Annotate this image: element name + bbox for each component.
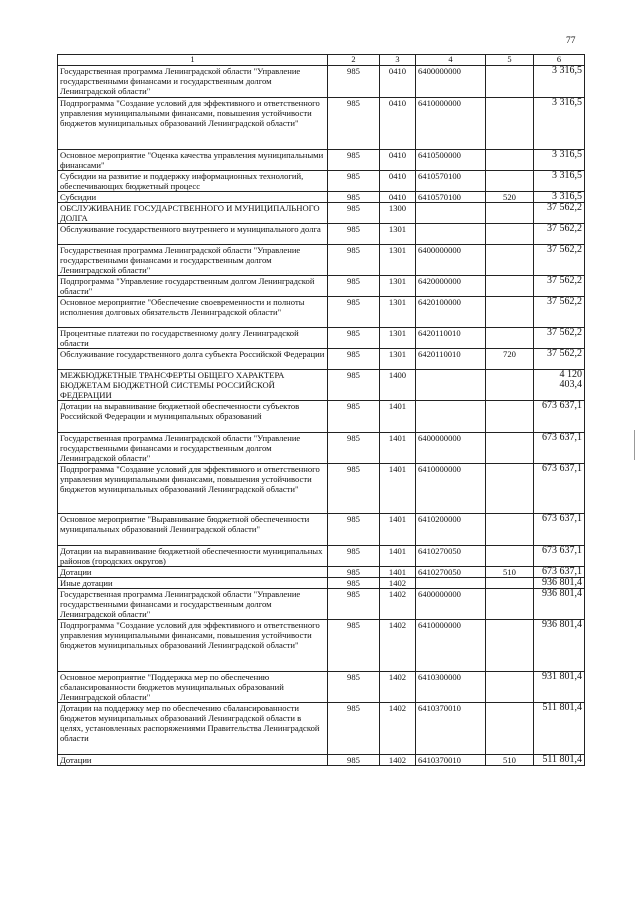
table-row — [58, 578, 585, 589]
table-row — [58, 203, 585, 224]
row-amount: 936 801,4 — [534, 620, 585, 672]
table-row — [58, 703, 585, 755]
row-amount: 673 637,1 — [534, 567, 585, 578]
table-row — [58, 328, 585, 349]
row-expense-type — [486, 401, 534, 433]
row-amount: 3 316,5 — [534, 171, 585, 192]
row-target-code: 6420100000 — [416, 297, 486, 328]
row-section-code: 1301 — [380, 276, 416, 297]
row-target-code: 6410300000 — [416, 672, 486, 703]
row-amount: 931 801,4 — [534, 672, 585, 703]
row-target-code: 6400000000 — [416, 66, 486, 98]
table-row — [58, 150, 585, 171]
table-row — [58, 546, 585, 567]
row-name: Дотации — [58, 567, 328, 578]
row-name: Дотации на выравнивание бюджетной обеспеченности муниципальных районов (городских округов) — [58, 546, 328, 567]
scan-edge-mark — [634, 430, 635, 460]
row-amount: 3 316,5 — [534, 192, 585, 203]
row-admin-code: 985 — [328, 703, 380, 755]
row-name: Основное мероприятие "Поддержка мер по обеспечению сбалансированности бюджетов муниципальных образований Ленинградской области" — [58, 672, 328, 703]
table-row — [58, 370, 585, 401]
row-admin-code: 985 — [328, 203, 380, 224]
table-row — [58, 620, 585, 672]
row-amount: 673 637,1 — [534, 401, 585, 433]
table-row — [58, 755, 585, 766]
row-amount: 4 120 403,4 — [534, 370, 585, 401]
row-section-code: 0410 — [380, 171, 416, 192]
table-row — [58, 401, 585, 433]
table-row — [58, 224, 585, 245]
table-row — [58, 514, 585, 546]
row-amount: 673 637,1 — [534, 514, 585, 546]
row-name: Основное мероприятие "Обеспечение своевременности и полноты исполнения долговых обязательств Ленинградской области" — [58, 297, 328, 328]
row-expense-type — [486, 276, 534, 297]
row-target-code: 6420110010 — [416, 328, 486, 349]
row-section-code: 1402 — [380, 755, 416, 766]
row-target-code — [416, 578, 486, 589]
row-section-code: 1402 — [380, 703, 416, 755]
row-admin-code: 985 — [328, 98, 380, 150]
row-expense-type — [486, 464, 534, 514]
row-amount: 936 801,4 — [534, 578, 585, 589]
row-expense-type: 720 — [486, 349, 534, 370]
row-target-code — [416, 370, 486, 401]
row-section-code: 1401 — [380, 514, 416, 546]
row-name: Субсидии на развитие и поддержку информационных технологий, обеспечивающих бюджетный процесс — [58, 171, 328, 192]
row-expense-type — [486, 589, 534, 620]
row-expense-type — [486, 297, 534, 328]
row-expense-type — [486, 433, 534, 464]
row-admin-code: 985 — [328, 245, 380, 276]
row-section-code: 1401 — [380, 433, 416, 464]
row-admin-code: 985 — [328, 433, 380, 464]
row-name: Дотации — [58, 755, 328, 766]
table-row — [58, 589, 585, 620]
row-section-code: 1402 — [380, 578, 416, 589]
row-target-code: 6420000000 — [416, 276, 486, 297]
row-expense-type — [486, 66, 534, 98]
row-expense-type — [486, 578, 534, 589]
row-expense-type: 510 — [486, 567, 534, 578]
row-expense-type — [486, 224, 534, 245]
row-section-code: 0410 — [380, 98, 416, 150]
row-amount: 37 562,2 — [534, 203, 585, 224]
row-section-code: 1402 — [380, 589, 416, 620]
row-admin-code: 985 — [328, 276, 380, 297]
row-target-code: 6410500000 — [416, 150, 486, 171]
row-target-code: 6410270050 — [416, 567, 486, 578]
row-target-code — [416, 401, 486, 433]
table-row — [58, 98, 585, 150]
row-target-code: 6420110010 — [416, 349, 486, 370]
row-admin-code: 985 — [328, 514, 380, 546]
row-amount: 511 801,4 — [534, 755, 585, 766]
row-name: Государственная программа Ленинградской области "Управление государственными финансами и государственным долгом Ленинградской области" — [58, 245, 328, 276]
row-expense-type — [486, 370, 534, 401]
row-section-code: 1402 — [380, 620, 416, 672]
row-section-code: 1301 — [380, 245, 416, 276]
row-admin-code: 985 — [328, 546, 380, 567]
row-amount: 37 562,2 — [534, 276, 585, 297]
row-amount: 37 562,2 — [534, 245, 585, 276]
header-col-1: 1 — [58, 55, 328, 66]
row-expense-type — [486, 514, 534, 546]
table-row — [58, 349, 585, 370]
row-amount: 37 562,2 — [534, 297, 585, 328]
row-amount: 511 801,4 — [534, 703, 585, 755]
row-name: Основное мероприятие "Оценка качества управления муниципальными финансами" — [58, 150, 328, 171]
row-name: Дотации на выравнивание бюджетной обеспеченности субъектов Российской Федерации и муниципальных образований — [58, 401, 328, 433]
row-name: МЕЖБЮДЖЕТНЫЕ ТРАНСФЕРТЫ ОБЩЕГО ХАРАКТЕРА БЮДЖЕТАМ БЮДЖЕТНОЙ СИСТЕМЫ РОССИЙСКОЙ ФЕДЕРАЦИИ — [58, 370, 328, 401]
header-col-5: 5 — [486, 55, 534, 66]
table-row — [58, 66, 585, 98]
row-amount: 3 316,5 — [534, 150, 585, 171]
row-target-code: 6410270050 — [416, 546, 486, 567]
table-row — [58, 192, 585, 203]
row-name: Обслуживание государственного внутреннего и муниципального долга — [58, 224, 328, 245]
row-admin-code: 985 — [328, 755, 380, 766]
row-expense-type — [486, 171, 534, 192]
row-section-code: 0410 — [380, 66, 416, 98]
row-admin-code: 985 — [328, 589, 380, 620]
table-header-row — [58, 55, 585, 66]
row-admin-code: 985 — [328, 349, 380, 370]
row-target-code: 6400000000 — [416, 433, 486, 464]
row-section-code: 1301 — [380, 349, 416, 370]
row-name: Основное мероприятие "Выравнивание бюджетной обеспеченности муниципальных образований Ленинградской области" — [58, 514, 328, 546]
row-target-code: 6410370010 — [416, 703, 486, 755]
row-target-code: 6410570100 — [416, 171, 486, 192]
row-amount: 37 562,2 — [534, 349, 585, 370]
budget-table — [57, 54, 585, 766]
table-row — [58, 567, 585, 578]
row-expense-type — [486, 328, 534, 349]
row-admin-code: 985 — [328, 370, 380, 401]
row-name: Подпрограмма "Управление государственным долгом Ленинградской области" — [58, 276, 328, 297]
row-amount: 936 801,4 — [534, 589, 585, 620]
row-expense-type: 510 — [486, 755, 534, 766]
row-amount: 673 637,1 — [534, 464, 585, 514]
header-col-6: 6 — [534, 55, 585, 66]
header-col-2: 2 — [328, 55, 380, 66]
row-admin-code: 985 — [328, 567, 380, 578]
row-expense-type — [486, 672, 534, 703]
row-admin-code: 985 — [328, 672, 380, 703]
row-section-code: 0410 — [380, 150, 416, 171]
row-name: Субсидии — [58, 192, 328, 203]
page-number: 77 — [566, 36, 576, 46]
row-name: ОБСЛУЖИВАНИЕ ГОСУДАРСТВЕННОГО И МУНИЦИПАЛЬНОГО ДОЛГА — [58, 203, 328, 224]
row-section-code: 1402 — [380, 672, 416, 703]
row-name: Государственная программа Ленинградской области "Управление государственными финансами и государственным долгом Ленинградской области" — [58, 589, 328, 620]
row-amount: 673 637,1 — [534, 546, 585, 567]
row-section-code: 0410 — [380, 192, 416, 203]
row-amount: 37 562,2 — [534, 328, 585, 349]
row-expense-type — [486, 98, 534, 150]
row-name: Иные дотации — [58, 578, 328, 589]
table-row — [58, 245, 585, 276]
row-target-code: 6410000000 — [416, 620, 486, 672]
table-row — [58, 433, 585, 464]
row-target-code: 6410200000 — [416, 514, 486, 546]
row-expense-type — [486, 703, 534, 755]
row-amount: 3 316,5 — [534, 98, 585, 150]
row-section-code: 1301 — [380, 297, 416, 328]
row-name: Подпрограмма "Создание условий для эффективного и ответственного управления муниципальными финансами, повышения устойчивости бюджетов муниципальных образований Ленинградской области" — [58, 464, 328, 514]
row-target-code — [416, 224, 486, 245]
table-row — [58, 171, 585, 192]
row-amount: 3 316,5 — [534, 66, 585, 98]
header-col-3: 3 — [380, 55, 416, 66]
row-section-code: 1401 — [380, 464, 416, 514]
table-row — [58, 672, 585, 703]
row-name: Дотации на поддержку мер по обеспечению сбалансированности бюджетов муниципальных образований Ленинградской области в целях, установленных распоряжениями Правительства Ленинградской области — [58, 703, 328, 755]
row-target-code: 6400000000 — [416, 245, 486, 276]
row-admin-code: 985 — [328, 150, 380, 171]
row-admin-code: 985 — [328, 192, 380, 203]
row-section-code: 1401 — [380, 401, 416, 433]
row-admin-code: 985 — [328, 224, 380, 245]
row-admin-code: 985 — [328, 620, 380, 672]
row-expense-type — [486, 203, 534, 224]
row-admin-code: 985 — [328, 328, 380, 349]
row-target-code: 6410000000 — [416, 98, 486, 150]
row-name: Подпрограмма "Создание условий для эффективного и ответственного управления муниципальными финансами, повышения устойчивости бюджетов муниципальных образований Ленинградской области" — [58, 98, 328, 150]
row-admin-code: 985 — [328, 297, 380, 328]
header-col-4: 4 — [416, 55, 486, 66]
row-target-code: 6400000000 — [416, 589, 486, 620]
table-row — [58, 276, 585, 297]
row-expense-type: 520 — [486, 192, 534, 203]
row-admin-code: 985 — [328, 401, 380, 433]
row-section-code: 1400 — [380, 370, 416, 401]
row-expense-type — [486, 546, 534, 567]
row-admin-code: 985 — [328, 66, 380, 98]
row-section-code: 1300 — [380, 203, 416, 224]
row-admin-code: 985 — [328, 171, 380, 192]
table-row — [58, 464, 585, 514]
row-expense-type — [486, 620, 534, 672]
row-target-code: 6410370010 — [416, 755, 486, 766]
row-name: Подпрограмма "Создание условий для эффективного и ответственного управления муниципальными финансами, повышения устойчивости бюджетов муниципальных образований Ленинградской области" — [58, 620, 328, 672]
row-amount: 37 562,2 — [534, 224, 585, 245]
row-admin-code: 985 — [328, 578, 380, 589]
row-target-code — [416, 203, 486, 224]
row-expense-type — [486, 245, 534, 276]
table-row — [58, 297, 585, 328]
row-section-code: 1401 — [380, 546, 416, 567]
row-section-code: 1301 — [380, 224, 416, 245]
row-expense-type — [486, 150, 534, 171]
row-target-code: 6410570100 — [416, 192, 486, 203]
row-section-code: 1401 — [380, 567, 416, 578]
row-name: Процентные платежи по государственному долгу Ленинградской области — [58, 328, 328, 349]
row-admin-code: 985 — [328, 464, 380, 514]
row-target-code: 6410000000 — [416, 464, 486, 514]
row-name: Обслуживание государственного долга субъекта Российской Федерации — [58, 349, 328, 370]
row-section-code: 1301 — [380, 328, 416, 349]
row-name: Государственная программа Ленинградской области "Управление государственными финансами и государственным долгом Ленинградской области" — [58, 66, 328, 98]
row-amount: 673 637,1 — [534, 433, 585, 464]
row-name: Государственная программа Ленинградской области "Управление государственными финансами и государственным долгом Ленинградской области" — [58, 433, 328, 464]
